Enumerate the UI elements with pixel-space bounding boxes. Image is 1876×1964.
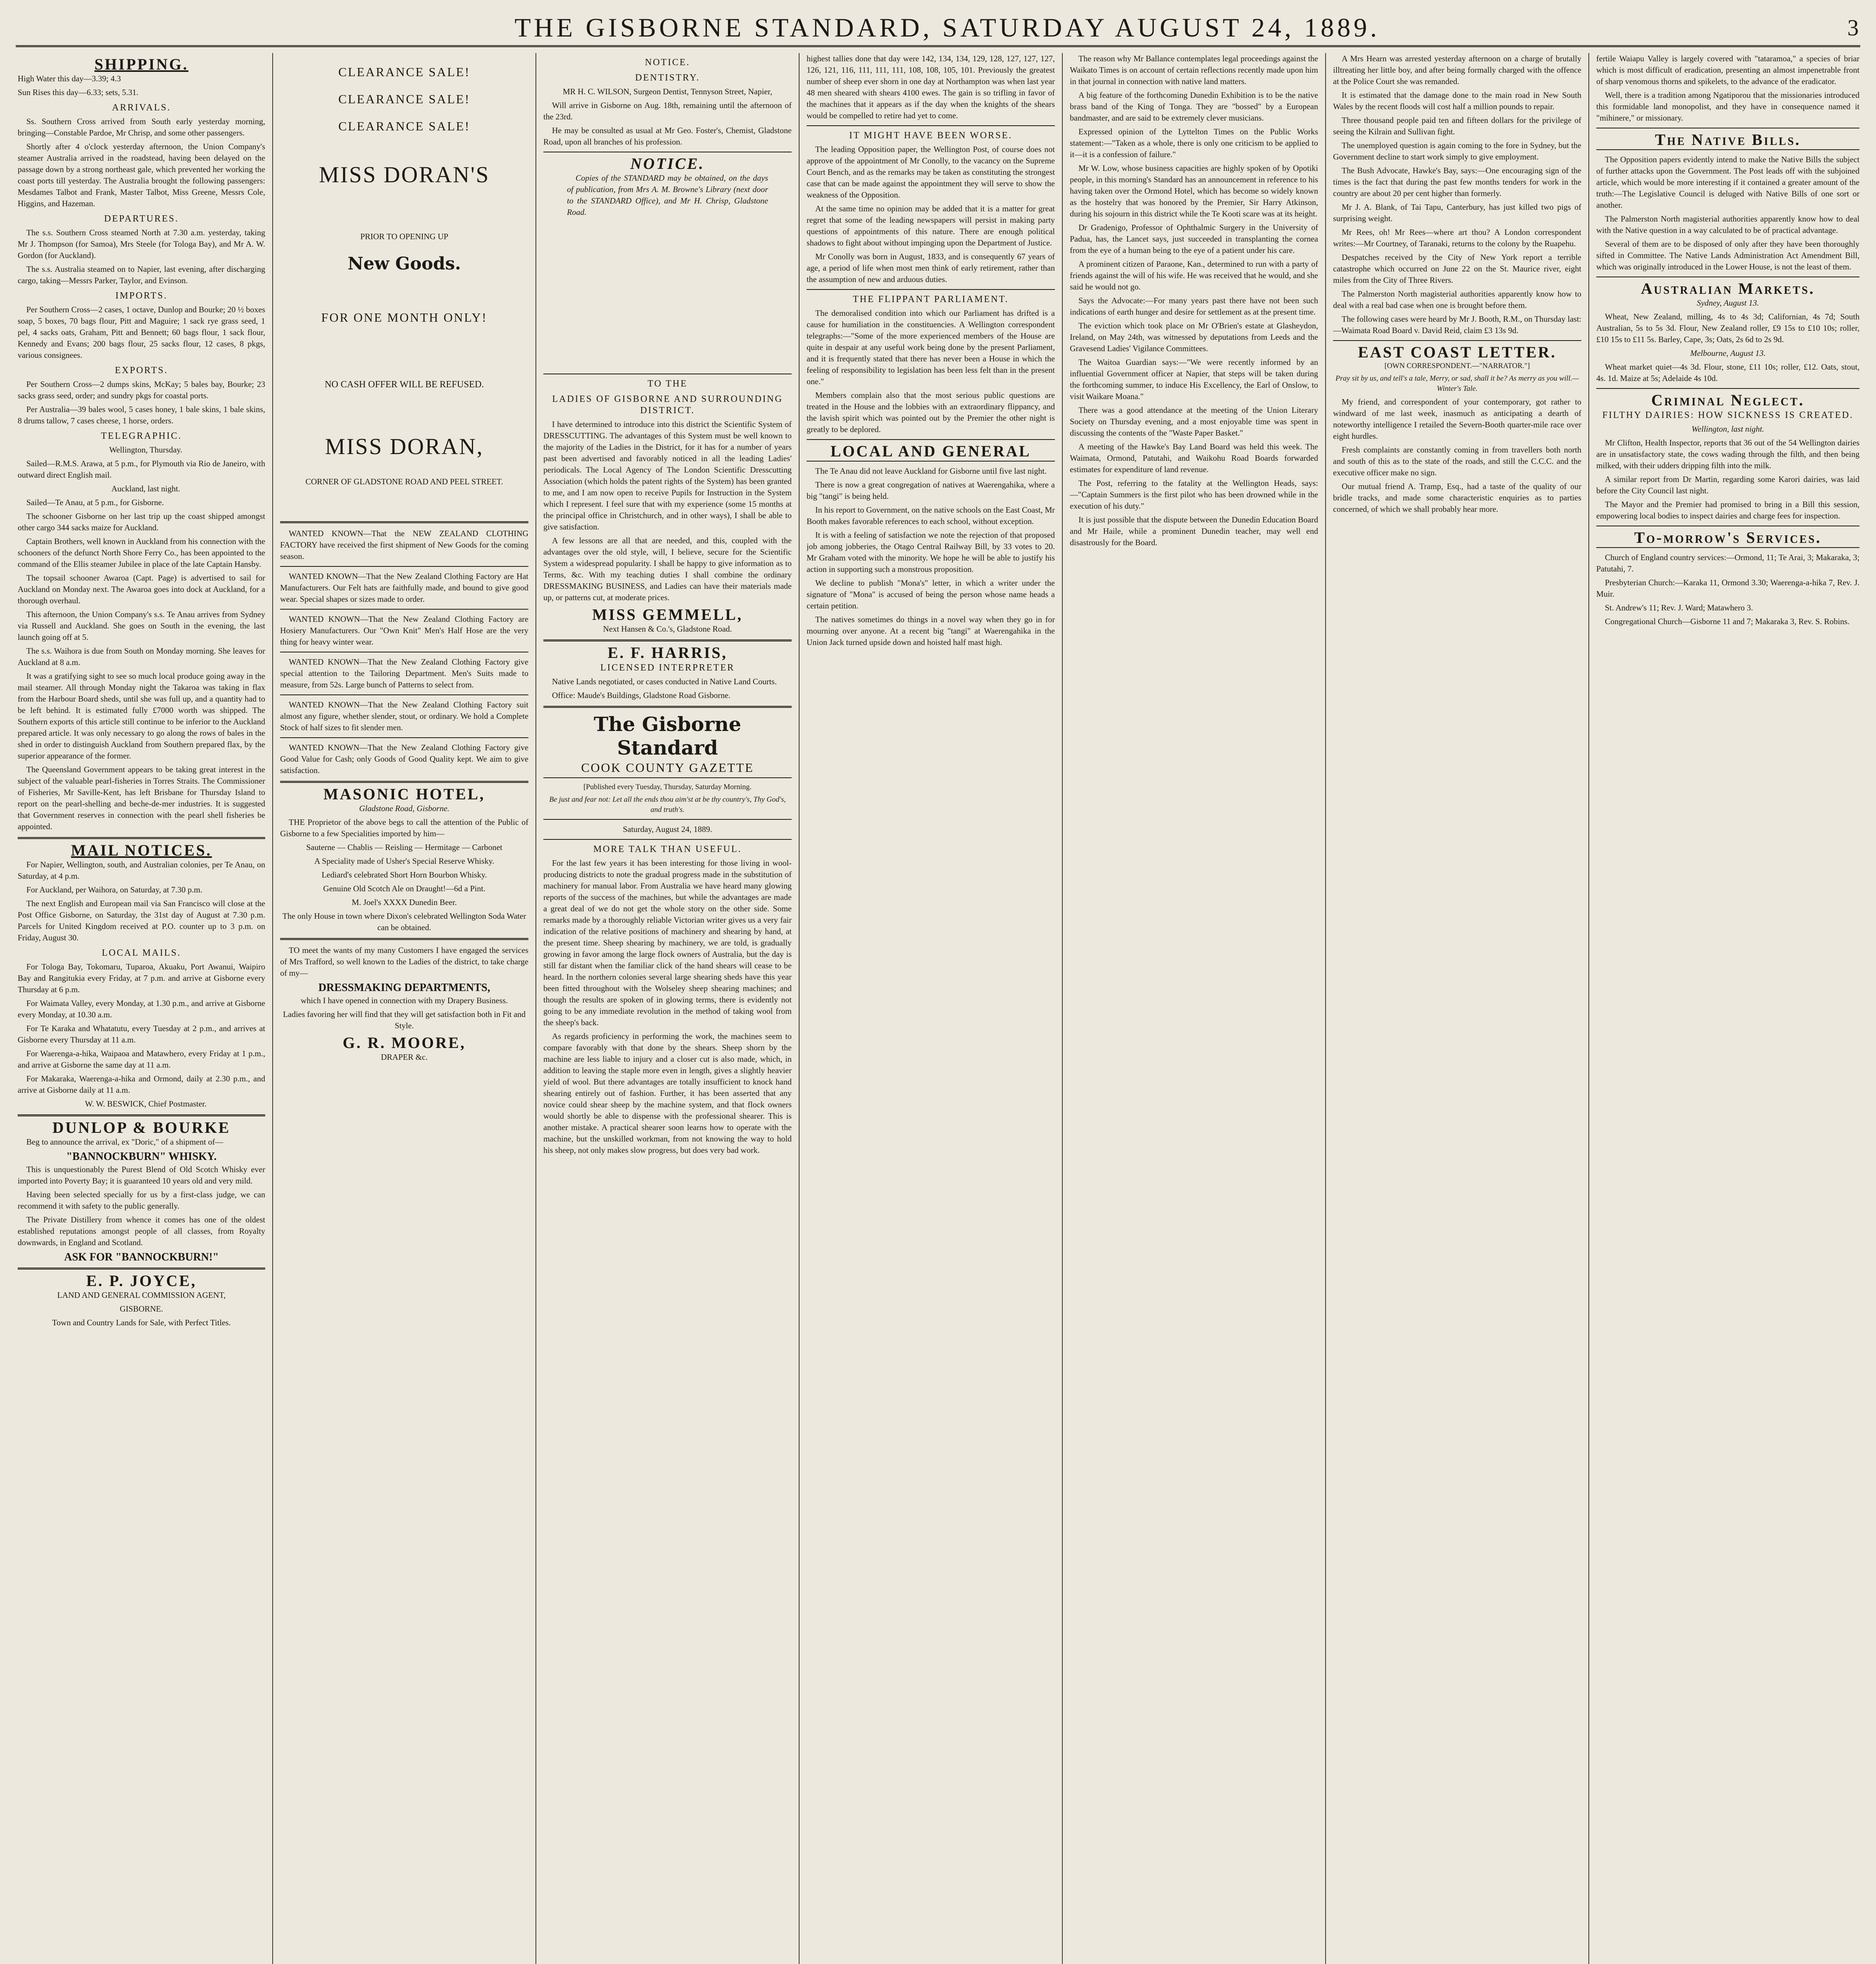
divider: [543, 639, 792, 641]
divider: [1596, 388, 1859, 389]
column-3: [543, 53, 792, 1964]
divider: [543, 706, 792, 708]
local-item: The reason why Mr Ballance contemplates legal proceedings against the Waikato Times is on account of certain reflections recently made upon him in that journal in connection with native land matters.: [1070, 54, 1318, 86]
ladies-text: I have determined to introduce into this district the Scientific System of DRESSCUTTING. The advantages of this System must be well known to the majority of the Ladies in the District, for it has for a number of years past been advertised and favorably noticed in all the leading Ladies' periodicals. The Local Agency of The London Scientific Dresscutting Association (which holds the patent rights of the System) has been granted to me, and I am now open to receive Pupils for Instruction in the System which I represent. I feel sure that with my experience (some 15 months at the principal office in Christchurch, and in other ways), I shall be able to give satisfaction.: [543, 420, 792, 531]
divider: [1333, 340, 1581, 341]
local-item: The Waitoa Guardian says:—"We were recently informed by an influential Government officer at Napier, that steps will be taken during the forthcoming summer, to induce His Excellency, the Earl of Onslow, to visit Waikare Moana.": [1070, 357, 1318, 401]
column-6: [1333, 53, 1581, 1964]
masthead: [16, 10, 1860, 47]
masonic-hotel-heading: MASONIC HOTEL,: [323, 785, 485, 803]
local-item: Dr Gradenigo, Professor of Ophthalmic Surgery in the University of Padua, has, the Lancet says, just succeeded in transplanting the cornea from the eye of a human being to the eye of a patient under his care.: [1070, 223, 1318, 255]
criminal-dateline: Wellington, last night.: [1691, 424, 1764, 434]
divider: [807, 125, 1055, 126]
arrival-item: Shortly after 4 o'clock yesterday afternoon, the Union Company's steamer Australia arrived in the roadstead, having been delayed on the passage down by a strong northeast gale, which prevented her working the coast ports till yesterday. The Australia brought the following passengers: Mesdames Talbot and Frank, Master Talbot, Miss Greene, Messrs Cole, Higgins, and Hazeman.: [18, 142, 265, 208]
shipping-note: The Queensland Government appears to be taking great interest in the subject of the valuable pearl-fisheries in Torres Straits. The Commissioner of Fisheries, Mr Saville-Kent, has left Brisbane for Thursday Island to report on the pearl-shelling and beche-de-mer industries. It is suggested that Government reserves in connection with the pearl shell fisheries be appointed.: [18, 765, 265, 831]
east-coast-verse: Pray sit by us, and tell's a tale, Merry, or sad, shall it be? As merry as you will.—Winter's Tale.: [1335, 374, 1579, 393]
local-item: A big feature of the forthcoming Dunedin Exhibition is to be the native brass band of the King of Tonga. They are "bossed" by a European bandmaster, and are said to be extremely clever musicians.: [1070, 90, 1318, 123]
local-item: The Bush Advocate, Hawke's Bay, says:—One encouraging sign of the times is the fact that during the past few months tenders for work in the country are about 20 per cent higher than formerly.: [1333, 166, 1581, 198]
column-rule: [535, 53, 536, 1964]
column-5: [1070, 53, 1318, 1964]
dunlop-text: Beg to announce the arrival, ex "Doric," of a shipment of—: [26, 1137, 224, 1147]
bannockburn-whisky: "BANNOCKBURN" WHISKY.: [66, 1151, 217, 1163]
criminal-text: A similar report from Dr Martin, regarding some Karori dairies, was laid before the City Council last night.: [1596, 475, 1859, 495]
wanted-known-ad: WANTED KNOWN—That the New Zealand Clothing Factory are Hat Manufacturers. Our Felt hats are faithfully made, and bound to give good wear. Special shapes or sizes made to order.: [280, 572, 528, 604]
doran-address: CORNER OF GLADSTONE ROAD AND PEEL STREET.: [305, 477, 503, 486]
telegraphic-item: Sailed—R.M.S. Arawa, at 5 p.m., for Plymouth via Rio de Janeiro, with outward direct English mail.: [18, 459, 265, 480]
dunlop-text: This is unquestionably the Purest Blend of Old Scotch Whisky ever imported into Poverty Bay; it is guaranteed 10 years old and very mild.: [18, 1165, 265, 1185]
leader-continued: highest tallies done that day were 142, 134, 134, 129, 128, 127, 127, 127, 126, 121, 116, 111, 111, 111, 108, 108, 105, 101. Previously the greatest number of sheep ever shorn in one day at Northampton was when last year 48 men sheared with shears 4100 ewes. The gain is so trifling in favor of the machines that it appears as if the day when the knights of the shears would be compelled to retire had yet to come.: [807, 54, 1055, 120]
telegraphic-heading: TELEGRAPHIC.: [101, 431, 182, 441]
criminal-subheading: FILTHY DAIRIES: HOW SICKNESS IS CREATED.: [1602, 410, 1854, 420]
column-1: [18, 53, 265, 1964]
flippant-heading: THE FLIPPANT PARLIAMENT.: [853, 294, 1009, 304]
moore-text: Ladies favoring her will find that they will get satisfaction both in Fit and Style.: [283, 1009, 526, 1030]
divider: [807, 439, 1055, 440]
one-month-only: FOR ONE MONTH ONLY!: [321, 310, 488, 324]
telegraphic-item: Wellington, Thursday.: [109, 445, 183, 454]
miss-doran-name: MISS DORAN,: [325, 434, 484, 459]
joyce-text: Town and Country Lands for Sale, with Perfect Titles.: [52, 1318, 231, 1327]
imports-heading: IMPORTS.: [115, 291, 168, 301]
local-item: The Te Anau did not leave Auckland for Gisborne until five last night.: [815, 466, 1047, 476]
divider: [1596, 149, 1859, 150]
local-item: It is with a feeling of satisfaction we note the rejection of that proposed job among jobberies, the Otago Central Railway Bill, by 33 votes to 20. Mr Graham voted with the minority. We hope he will be able to justify his action in supporting such a monstrous proposition.: [807, 530, 1055, 574]
local-item: Says the Advocate:—For many years past there have not been such indications of earth hunger and desire for settlement as at the present time.: [1070, 296, 1318, 317]
ladies-heading: LADIES OF GISBORNE AND SURROUNDING DISTRICT.: [552, 394, 783, 416]
divider: [280, 521, 528, 523]
local-item: Mr J. A. Blank, of Tai Tapu, Canterbury, has just killed two pigs of surprising weight.: [1333, 202, 1581, 223]
east-coast-letter-heading: EAST COAST LETTER.: [1358, 343, 1557, 361]
shipping-note: This afternoon, the Union Company's s.s. Te Anau arrives from Sydney via Russell and Auckland. She goes on South in the evening, the last launch going off at 5.: [18, 610, 265, 642]
masonic-text: A Speciality made of Usher's Special Reserve Whisky.: [314, 856, 495, 866]
notice-heading: NOTICE.: [645, 57, 690, 68]
paper-subtitle: COOK COUNTY GAZETTE: [581, 760, 754, 775]
column-rule: [1062, 53, 1063, 1964]
mail-item: For Tologa Bay, Tokomaru, Tuparoa, Akuaku, Port Awanui, Waipiro Bay and Rangitukia every Friday, at 7 p.m. and arrive at Gisborne every Thursday at 6 p.m.: [18, 962, 265, 994]
east-coast-text: My friend, and correspondent of your contemporary, got rather to windward of me last week, inasmuch as anticipating a dearth of noteworthy intelligence I retailed the Severn-Booth quarter-mile race over eight hurdles.: [1333, 397, 1581, 441]
moore-text: TO meet the wants of my many Customers I have engaged the services of Mrs Trafford, so well known to the Ladies of the district, to take charge of my—: [280, 945, 528, 978]
worse-text: Mr Conolly was born in August, 1833, and is consequently 67 years of age, a period of life when most men think of early retirement, rather than the assumption of new and arduous duties.: [807, 252, 1055, 284]
shipping-note: The schooner Gisborne on her last trip up the coast shipped amongst other cargo 344 sacks maize for Auckland.: [18, 511, 265, 532]
flippant-text: Members complain also that the most serious public questions are treated in the House and the lobbies with an extraordinary flippancy, and the lavish spirit which was pointed out by the Premier the other night is greatly to be deplored.: [807, 390, 1055, 434]
local-item: There was a good attendance at the meeting of the Union Literary Society on Thursday evening, and a most enjoyable time was spent in discussing the contents of the "Waste Paper Basket.": [1070, 405, 1318, 438]
east-coast-text: Fresh complaints are constantly coming in from travellers both north and south of this as to the state of the roads, and still the C.C.C. and the executive officer make no sign.: [1333, 445, 1581, 477]
markets-dateline: Melbourne, August 13.: [1690, 348, 1766, 358]
dressmaking-departments: DRESSMAKING DEPARTMENTS,: [318, 982, 490, 994]
divider: [280, 694, 528, 695]
divider: [807, 289, 1055, 290]
dentist-text: He may be consulted as usual at Mr Geo. Foster's, Chemist, Gladstone Road, upon all branches of his profession.: [543, 126, 792, 147]
departure-item: The s.s. Australia steamed on to Napier, last evening, after discharging cargo, taking—Messrs Parker, Taylor, and Evinson.: [18, 264, 265, 285]
local-general-heading: LOCAL AND GENERAL: [830, 442, 1031, 460]
dunlop-text: Having been selected specially for us by a first-class judge, we can recommend it with safety to the public generally.: [18, 1190, 265, 1211]
no-cash-offer: NO CASH OFFER WILL BE REFUSED.: [325, 379, 484, 390]
shipping-note: The s.s. Waihora is due from South on Monday morning. She leaves for Auckland at 8 a.m.: [18, 646, 265, 667]
masonic-text: The only House in town where Dixon's celebrated Wellington Soda Water can be obtained.: [282, 911, 526, 932]
masonic-text: THE Proprietor of the above begs to call the attention of the Public of Gisborne to a few Specialities imported by him—: [280, 817, 528, 838]
ladies-text: A few lessons are all that are needed, and this, coupled with the advantages over the old style, will, I believe, secure for the Scientific System a widespread popularity. I shall be happy to give information as to Terms, &c. With my teaching duties I shall combine the ordinary DRESSMAKING BUSINESS, and Ladies can have their materials made up, or patterns cut, at moderate prices.: [543, 536, 792, 602]
divider: [280, 938, 528, 940]
worse-text: At the same time no opinion may be added that it is a matter for great regret that some of the leading newspapers will persist in making party questions of appointments of this nature. There are enough political shadows to fight about without impinging upon the Department of Justice.: [807, 204, 1055, 247]
services-text: Church of England country services:—Ormond, 11; Te Arai, 3; Makaraka, 3; Patutahi, 7.: [1596, 553, 1859, 573]
gemmell-address: Next Hansen & Co.'s, Gladstone Road.: [603, 624, 732, 634]
divider: [1596, 547, 1859, 548]
local-item: Mr Rees, oh! Mr Rees—where art thou? A London correspondent writes:—Mr Courtney, of Taranaki, returns to the colony by the Ruapehu.: [1333, 227, 1581, 248]
native-bills-text: Several of them are to be disposed of only after they have been thoroughly sifted in Committee. The Native Lands Administration Act Amendment Bill, which was originally introduced in the Lower House, is not the least of them.: [1596, 239, 1859, 271]
shipping-heading: SHIPPING.: [94, 55, 189, 73]
services-heading: To-morrow's Services.: [1634, 529, 1822, 546]
harris-heading: E. F. HARRIS,: [607, 644, 728, 661]
publication-days: [Published every Tuesday, Thursday, Saturday Morning.: [583, 783, 752, 791]
mail-item: The next English and European mail via San Francisco will close at the Post Office Gisborne, on Saturday, the 31st day of August at 7.30 p.m. Parcels for United Kingdom received at P.O. counter up to 3 p.m. on Friday, August 30.: [18, 899, 265, 942]
dentist-text: Will arrive in Gisborne on Aug. 18th, remaining until the afternoon of the 23rd.: [543, 101, 792, 121]
local-item: Three thousand people paid ten and fifteen dollars for the privilege of seeing the Kilrain and Sullivan fight.: [1333, 115, 1581, 136]
divider: [280, 781, 528, 783]
notice-heading-2: NOTICE.: [630, 155, 705, 172]
divider: [807, 461, 1055, 462]
telegraphic-item: Sailed—Te Anau, at 5 p.m., for Gisborne.: [26, 498, 164, 507]
column-rule: [1325, 53, 1326, 1964]
mail-item: For Napier, Wellington, south, and Australian colonies, per Te Anau, on Saturday, at 4 p.m.: [18, 860, 265, 881]
local-item: Mr W. Low, whose business capacities are highly spoken of by Opotiki people, in this morning's Standard has an announcement in reference to his having taken over the Ormond Hotel, which has become so widely known as the hostelry that was honored by the Premier, Sir Harry Atkinson, during his sojourn in this district while the Te Kooti scare was at its height.: [1070, 163, 1318, 218]
wanted-known-ad: WANTED KNOWN—That the NEW ZEALAND CLOTHING FACTORY have received the first shipment of New Goods for the coming season.: [280, 529, 528, 561]
wanted-known-ad: WANTED KNOWN—That the New Zealand Clothing Factory give special attention to the Tailoring Department. Men's Suits made to measure, from 52s. Large bunch of Patterns to select from.: [280, 657, 528, 689]
gemmell-signature: MISS GEMMELL,: [592, 606, 743, 623]
services-text: Congregational Church—Gisborne 11 and 7; Makaraka 3, Rev. S. Robins.: [1605, 617, 1850, 626]
high-water: High Water this day—3.39; 4.3: [18, 74, 121, 83]
shipping-note: Captain Brothers, well known in Auckland from his connection with the schooners of the defunct North Shore Ferry Co., has been appointed to the command of the Ellis steamer Jubilee in place of the late Captain Hansby.: [18, 537, 265, 569]
local-item: We decline to publish "Mona's" letter, in which a writer under the signature of "Mona" is accused of being the person whose name heads a certain petition.: [807, 578, 1055, 610]
local-item: The Post, referring to the fatality at the Wellington Heads, says:—"Captain Summers is the first pilot who has been drowned while in the execution of his duty.": [1070, 478, 1318, 511]
mail-notices-heading: MAIL NOTICES.: [71, 841, 212, 859]
local-item: The natives sometimes do things in a novel way when they go in for mourning over anyone. At a recent big "tangi" at Waerengahika in the Union Jack turned upside down and hoisted half mast high.: [807, 615, 1055, 647]
column-2: [280, 53, 528, 1964]
masonic-text: Genuine Old Scotch Ale on Draught!—6d a Pint.: [323, 884, 486, 893]
masonic-address: Gladstone Road, Gisborne.: [359, 804, 449, 813]
departures-heading: DEPARTURES.: [104, 214, 179, 224]
moore-title: DRAPER &c.: [381, 1052, 428, 1062]
postmaster-signature: W. W. BESWICK, Chief Postmaster.: [85, 1099, 207, 1108]
native-bills-heading: The Native Bills.: [1655, 131, 1801, 148]
local-item: In his report to Government, on the native schools on the East Coast, Mr Booth makes favorable references to each school, without exception.: [807, 505, 1055, 526]
leader-text: As regards proficiency in performing the work, the machines seem to compare favorably with that done by the shears. Sheep shorn by the machine are less liable to injury and a closer cut is also made, which, in addition to leaving the staple more even in length, gives a slightly heavier yield of wool. But there advantages are totally insufficient to knock hand shearing entirely out of fashion. Further, it has been asserted that any novice could shear sheep by the machine system, and that flock owners would shortly be able to dispense with the professional shearer. This is another mistake. A practical shearer soon learns how to operate with the machine, but the unskilled workman, from not knowing the way to hold his sheep, not only makes slow progress, but does very bad work.: [543, 1031, 792, 1155]
arrivals-heading: ARRIVALS.: [112, 103, 171, 113]
import-item: Per Southern Cross—2 cases, 1 octave, Dunlop and Bourke; 20 ½ boxes soap, 5 boxes, 70 bags flour, Pitt and Maguire; 1 sack rye grass seed, 1 pel, 4 sacks oats, Graham, Pitt and Bennett; 60 bags flour, 1 sack flour, Kennedy and Evans; 200 bags flour, 25 sacks flour, 12 cases, 8 pkgs, various consignees.: [18, 305, 265, 360]
telegraphic-item: Auckland, last night.: [111, 484, 180, 493]
local-mails-heading: LOCAL MAILS.: [102, 948, 181, 958]
mail-item: For Waerenga-a-hika, Waipaoa and Matawhero, every Friday at 1 p.m., and arrive at Gisborne the same day at 11 a.m.: [18, 1049, 265, 1070]
local-item: A meeting of the Hawke's Bay Land Board was held this week. The Waimata, Ormond, Patutahi, and Waikohu Road Boards forwarded estimates for expenditure of land revenue.: [1070, 442, 1318, 474]
worse-text: The leading Opposition paper, the Wellington Post, of course does not approve of the appointment of Mr Conolly, to the vacancy on the Supreme Court Bench, and as the remarks may be taken as constituting the strongest case that can be made against the appointment they will serve to show the weakness of the Opposition.: [807, 145, 1055, 200]
harris-text: Native Lands negotiated, or cases conducted in Native Land Courts.: [552, 677, 777, 686]
clearance-sale-3: CLEARANCE SALE!: [338, 119, 470, 133]
east-coast-text: fertile Waiapu Valley is largely covered with "tataramoa," a species of briar which is most difficult of eradication, presenting an almost impenetrable front of sharp venomous thorns and spikelets, to the advance of the eradicator.: [1596, 54, 1859, 86]
native-bills-text: The Palmerston North magisterial authorities apparently know how to deal with the Native question in a way calculated to be of practical advantage.: [1596, 214, 1859, 235]
departure-item: The s.s. Southern Cross steamed North at 7.30 a.m. yesterday, taking Mr J. Thompson (for Samoa), Mrs Steele (for Tologa Bay), and Mr A. W. Gordon (for Auckland).: [18, 228, 265, 260]
wanted-known-ad: WANTED KNOWN—That the New Zealand Clothing Factory suit almost any figure, whether slender, stout, or ordinary. We hold a Complete Stock of half sizes to fit slender men.: [280, 700, 528, 732]
divider: [543, 839, 792, 840]
east-coast-text: Well, there is a tradition among Ngatiporou that the missionaries introduced this formidable land monopolist, and they have in consequence named it "mihinere," or missionary.: [1596, 90, 1859, 123]
services-text: St. Andrew's 11; Rev. J. Ward; Matawhero 3.: [1605, 603, 1753, 612]
markets-text: Wheat, New Zealand, milling, 4s to 4s 3d; Californian, 4s 7d; South Australian, 5s to 5s 3d. Flour, New Zealand roller, £9 15s to £10 10s; roller, £10 15s to £11 5s. Barley, Cape, 3s; Oats, 2s 6d to 2s 9d.: [1596, 312, 1859, 344]
new-goods: New Goods.: [347, 254, 461, 274]
clearance-sale-2: CLEARANCE SALE!: [338, 92, 470, 106]
harris-title: LICENSED INTERPRETER: [600, 663, 735, 673]
divider: [543, 819, 792, 820]
divider: [280, 566, 528, 567]
arrival-item: Ss. Southern Cross arrived from South early yesterday morning, bringing—Constable Pardoe, Mr Chrisp, and some other passengers.: [18, 117, 265, 137]
column-rule: [1588, 53, 1589, 1964]
exports-heading: EXPORTS.: [115, 365, 168, 376]
paper-title: The Gisborne Standard: [594, 713, 741, 759]
criminal-text: The Mayor and the Premier had promised to bring in a Bill this session, empowering local bodies to inspect dairies and charge fees for inspection.: [1596, 500, 1859, 520]
wanted-known-ad: WANTED KNOWN—That the New Zealand Clothing Factory give Good Value for Cash; only Goods of Good Quality kept. We aim to give satisfaction.: [280, 743, 528, 775]
column-7: [1596, 53, 1859, 1964]
local-item: The eviction which took place on Mr O'Brien's estate at Glasheydon, Ireland, on May 24th, was witnessed by deputations from Leeds and the Gravesend Ladies' Vigilance Committees.: [1070, 321, 1318, 353]
mail-item: For Auckland, per Waihora, on Saturday, at 7.30 p.m.: [26, 885, 202, 894]
local-item: The Palmerston North magisterial authorities apparently know how to deal with a real bad case when one is brought before them.: [1333, 289, 1581, 310]
local-item: Expressed opinion of the Lyttelton Times on the Public Works statement:—"Taken as a whole, there is only one criticism to be applied to it—it is a confession of failure.": [1070, 127, 1318, 159]
local-item: The unemployed question is again coming to the fore in Sydney, but the Government decline to start work simply to give employment.: [1333, 141, 1581, 161]
australian-markets-heading: Australian Markets.: [1641, 280, 1815, 297]
east-coast-text: Our mutual friend A. Tramp, Esq., had a taste of the quality of our bridle tracks, and made some characteristic enquiries as to parties concerned, of which we shall probably hear more.: [1333, 482, 1581, 514]
mail-item: For Waimata Valley, every Monday, at 1.30 p.m., and arrive at Gisborne every Monday, at 10.30 a.m.: [18, 998, 265, 1019]
divider: [18, 1114, 265, 1116]
dunlop-bourke-heading: DUNLOP & BOURKE: [52, 1119, 231, 1136]
local-item: A prominent citizen of Paraone, Kan., determined to run with a party of friends against the will of his wife. He was received that he would, and she said he would not go.: [1070, 259, 1318, 291]
local-item: It is estimated that the damage done to the main road in New South Wales by the recent floods will cost half a million pounds to repair.: [1333, 90, 1581, 111]
paper-motto: Be just and fear not: Let all the ends thou aim'st at be thy country's, Thy God's, and truth's.: [549, 795, 786, 814]
joyce-text: LAND AND GENERAL COMMISSION AGENT,: [57, 1290, 226, 1300]
wanted-known-ad: WANTED KNOWN—That the New Zealand Clothing Factory are Hosiery Manufacturers. Our "Own Knit" Men's Half Hose are the very thing for heavy winter wear.: [280, 614, 528, 647]
leader-text: For the last few years it has been interesting for those living in wool-producing districts to note the gradual progress made in the substitution of machinery for manual labor. From Australia we have heard many glowing reports of the success of the machines, but while the advantages are made a great deal of we do not get the whole story on the other side. Some remarks made by a thoroughly reliable Victorian writer gives us a very fair indication of the relative positions of machinery and shearing by hand, at the present time. Sheep shearing by machinery, we are told, is gradually growing in favor among the large flock owners of Australia, but the day is still far distant when the familiar click of the hand shears will cease to be heard. In the northern colonies several large shearing sheds have this year been fitted throughout with the Wolseley sheep shearing machines; and though the results are spoken of in glowing terms, there is evidently not going to be any immediate revolution in the method of taking wool from the sheep's back.: [543, 858, 792, 1027]
masonic-text: M. Joel's XXXX Dunedin Beer.: [352, 898, 457, 907]
mail-item: For Makaraka, Waerenga-a-hika and Ormond, daily at 2.30 p.m., and arrive at Gisborne daily at 11 a.m.: [18, 1074, 265, 1095]
joyce-text: GISBORNE.: [119, 1304, 163, 1314]
issue-date: Saturday, August 24, 1889.: [623, 824, 712, 834]
local-item: A Mrs Hearn was arrested yesterday afternoon on a charge of brutally illtreating her little boy, and after being formally charged with the offence at the Police Court she was remanded.: [1333, 54, 1581, 86]
worse-heading: IT MIGHT HAVE BEEN WORSE.: [849, 130, 1012, 141]
masonic-text: Lediard's celebrated Short Horn Bourbon Whisky.: [321, 870, 487, 879]
shipping-note: The topsail schooner Awaroa (Capt. Page) is advertised to sail for Auckland on Monday next. The Awaroa goes into dock at Auckland, for a thorough overhaul.: [18, 573, 265, 605]
column-rule: [799, 53, 800, 1964]
sun-times: Sun Rises this day—6.33; sets, 5.31.: [18, 88, 139, 97]
masthead-title: THE GISBORNE STANDARD, SATURDAY AUGUST 24, 1889.: [514, 12, 1380, 42]
moore-signature: G. R. MOORE,: [343, 1034, 466, 1052]
east-coast-byline: [OWN CORRESPONDENT.—"NARRATOR."]: [1384, 362, 1530, 370]
markets-text: Wheat market quiet—4s 3d. Flour, stone, £11 10s; roller, £12. Oats, stout, 4s. 1d. Maize at 5s; Adelaide 4s 10d.: [1596, 362, 1859, 383]
local-item: It is just possible that the dispute between the Dunedin Education Board and Mr Haile, while a prominent Dunedin teacher, may well end disastrously for the Board.: [1070, 515, 1318, 547]
ask-for-bannockburn: ASK FOR "BANNOCKBURN!": [64, 1251, 219, 1263]
services-text: Presbyterian Church:—Karaka 11, Ormond 3.30; Waerenga-a-hika 7, Rev. J. Muir.: [1596, 578, 1859, 599]
dunlop-text: The Private Distillery from whence it comes has one of the oldest established reputations amongst people of all classes, from Royalty downwards, in England and Scotland.: [18, 1215, 265, 1247]
local-item: The following cases were heard by Mr J. Booth, R.M., on Thursday last:—Waimata Road Board v. David Reid, claim £3 13s 9d.: [1333, 314, 1581, 335]
clearance-sale-1: CLEARANCE SALE!: [338, 65, 470, 79]
moore-text: which I have opened in connection with my Drapery Business.: [301, 996, 508, 1005]
local-item: There is now a great congregation of natives at Waerengahika, where a big "tangi" is being held.: [807, 480, 1055, 501]
export-item: Per Australia—39 bales wool, 5 cases honey, 1 bale skins, 1 bale skins, 8 drums tallow, 7 cases cheese, 1 horse, orders.: [18, 405, 265, 425]
divider: [280, 609, 528, 610]
markets-dateline: Sydney, August 13.: [1696, 298, 1759, 308]
page-number: 3: [1847, 15, 1860, 40]
local-item: Despatches received by the City of New York report a terrible catastrophe which occurred on June 22 on the St. Maurice river, eight miles from the City of Three Rivers.: [1333, 253, 1581, 285]
divider: [18, 837, 265, 839]
column-rule: [272, 53, 273, 1964]
leader-heading: MORE TALK THAN USEFUL.: [593, 844, 742, 854]
prior-to-opening: PRIOR TO OPENING UP: [360, 232, 448, 241]
harris-text: Office: Maude's Buildings, Gladstone Road Gisborne.: [552, 691, 731, 700]
column-4: [807, 53, 1055, 1964]
divider: [543, 777, 792, 778]
ladies-to-the: TO THE: [647, 379, 688, 389]
criminal-text: Mr Clifton, Health Inspector, reports that 36 out of the 54 Wellington dairies are in unsatisfactory state, the cows wading through the filth, and then being milked, with their udders dripping filth into the milk.: [1596, 438, 1859, 470]
joyce-heading: E. P. JOYCE,: [86, 1272, 197, 1290]
copies-notice: Copies of the STANDARD may be obtained, on the days of publication, from Mrs A. M. Browne's Library (next door to the STANDARD Office), and Mr H. Chrisp, Gladstone Road.: [567, 173, 768, 217]
dentistry-heading: DENTISTRY.: [635, 73, 700, 83]
flippant-text: The demoralised condition into which our Parliament has drifted is a cause for humiliation in the constituencies. A Wellington correspondent telegraphs:—"Some of the more experienced members of the House are quite in despair at any useful work being done by the present Parliament, and it is frequently stated that there has never been a House in which the feeling of responsibility to legislation has been less felt than in the present one.": [807, 308, 1055, 386]
export-item: Per Southern Cross—2 dumps skins, McKay; 5 bales bay, Bourke; 23 sacks grass seed, order; and sundry pkgs for coastal ports.: [18, 379, 265, 400]
masonic-wines: Sauterne — Chablis — Reisling — Hermitage — Carbonet: [306, 843, 502, 852]
dentist-name: MR H. C. WILSON, Surgeon Dentist, Tennyson Street, Napier,: [563, 87, 772, 96]
divider: [280, 737, 528, 738]
miss-dorans-heading: MISS DORAN'S: [319, 162, 490, 187]
criminal-neglect-heading: Criminal Neglect.: [1651, 391, 1805, 409]
shipping-note: It was a gratifying sight to see so much local produce going away in the mail steamer. All through Monday night the Takaroa was taking in flax from the Harbour Board sheds, until she was full up, and a quantity had to be left behind. It is estimated fully £7000 worth was shipped. The Southern exports of this article still continue to be inferior to the Auckland prepared article. It was only necessary to go along the rows of bales in the shed in order to distinguish Auckland from Southern prepared flax, by the superior appearance of the former.: [18, 671, 265, 760]
mail-item: For Te Karaka and Whatatutu, every Tuesday at 2 p.m., and arrives at Gisborne every Thursday at 11 a.m.: [18, 1024, 265, 1044]
divider: [18, 1268, 265, 1270]
native-bills-text: The Opposition papers evidently intend to make the Native Bills the subject of further attacks upon the Government. The Post leads off with the subjoined article, which would be more interesting if it contained a greater amount of the truth:—The Legislative Council is deluged with Native Bills of one sort or another.: [1596, 155, 1859, 210]
